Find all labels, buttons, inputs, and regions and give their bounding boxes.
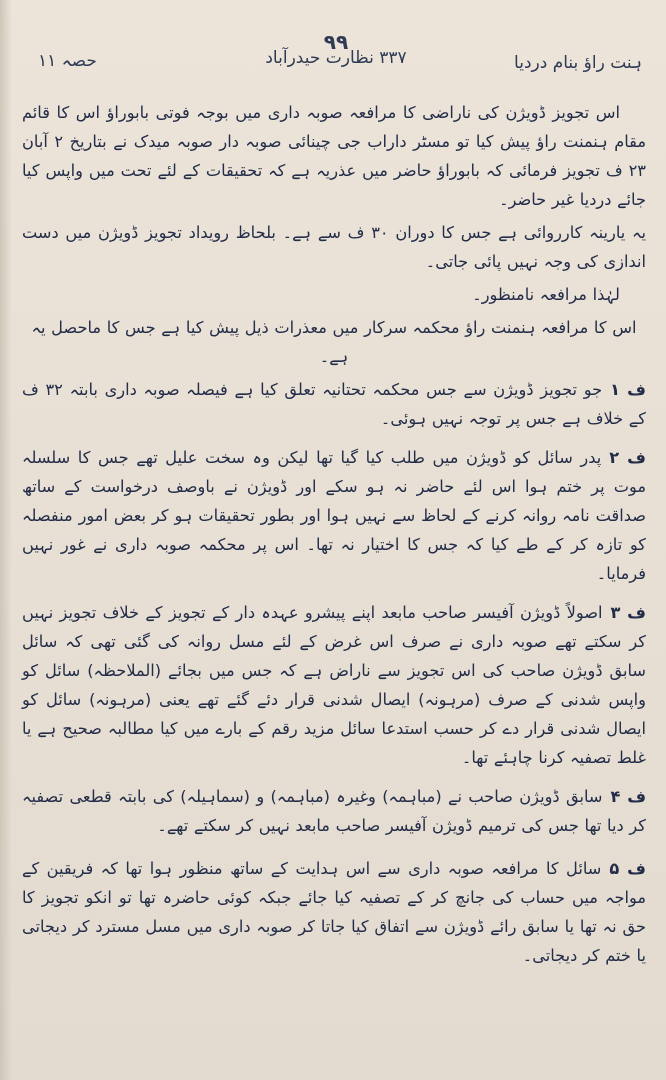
list-item-text: جو تجویز ڈویژن سے جس محکمہ تحتانیہ تعلق کیا ہے فیصلہ صوبہ داری بابتہ ۳۲ ف کے خلاف ہے جس پر توجہ نہیں ہوئی۔	[22, 380, 646, 428]
item-number: ف ۵	[609, 859, 646, 878]
item-number: ف ۴	[610, 787, 646, 806]
list-item-text: اصولاً ڈویژن آفیسر صاحب مابعد اپنے پیشرو عہدہ دار کے تجویز کے خلاف تجویز نہیں کر سکتے تھے صوبہ داری نے صرف اس غرض کے لئے مسل روانہ کی گئی تھی کہ سائل سابق ڈویژن صاحب کی اس تجویز سے ناراض ہے کہ جس میں بجائے (الملاحظہ) سائل کو واپس شدنی کے صرف (مرہونہ) ایصال شدنی قرار دئے گئے تھے یعنی (مرہونہ) سائل کو ایصال شدنی قرار دے کر حسب استدعا سائل مزید رقم کے بارے میں کیا مطالبہ صحیح ہے یا غلط تصفیہ کرنا چاہئے تھا۔	[22, 603, 646, 767]
paragraph-appeal-summary: اس کا مرافعہ ہنمنت راؤ محکمہ سرکار میں معذرات ذیل پیش کیا ہے جس کا ماحصل یہ ہے۔	[31, 318, 637, 366]
list-item	[22, 854, 646, 970]
document-body	[22, 98, 646, 970]
list-item	[22, 375, 646, 433]
file-reference: ۳۳۷ نظارت حیدرآباد	[265, 48, 407, 68]
list-item-text: پدر سائل کو ڈویژن میں طلب کیا گیا تھا لیکن وہ سخت علیل تھے جس کا سلسلہ موت پر ختم ہوا اس لئے حاضر نہ ہو سکے اور ڈویژن نے باوصف درخواست کے ساتھ صداقت نامہ روانہ کرنے کے لحاظ سے نہیں ہوا اور بطور تحقیقات ہو کر بعض امور منفصلہ کو تازہ کر کے طے کیا کہ جس کا اختیار نہ تھا۔ اس پر محکمہ صوبہ داری نے غور نہیں فرمایا۔	[22, 448, 646, 583]
page-number: ۹۹	[323, 30, 349, 54]
paragraph-verdict: لہٰذا مرافعہ نامنظور۔	[472, 285, 620, 304]
case-title: ہنت راؤ بنام دردیا	[514, 53, 642, 73]
paragraph-proceedings: یہ یارینہ کارروائی ہے جس کا دوران ۳۰ ف سے ہے۔ بلحاظ رویداد تجویز ڈویژن میں دست اندازی کی وجہ نہیں پائی جاتی۔	[22, 223, 646, 271]
item-number: ف ۲	[609, 448, 646, 467]
list-item	[22, 443, 646, 588]
page-header	[30, 30, 642, 80]
item-number: ف ۱	[610, 380, 646, 399]
list-item-text: سائل کا مرافعہ صوبہ داری سے اس ہدایت کے ساتھ منظور ہوا تھا کہ فریقین کے مواجہ میں حساب کی جانچ کر کے تصفیہ کیا جائے جبکہ کوئی حاضرہ تھا تو انکو تجویز کا حق نہ تھا یا سابق رائے ڈویژن سے اتفاق کیا جاتا کر صوبہ داری میں مسل مسترد کر دیجاتی یا ختم کر دیجاتی۔	[22, 859, 646, 965]
part-label: حصہ ۱۱	[38, 51, 97, 71]
list-item	[22, 782, 646, 840]
paragraph-intro: اس تجویز ڈویژن کی ناراضی کا مرافعہ صوبہ داری میں بوجہ فوتی بابوراؤ اس کا قائم مقام ہنمنت راؤ پیش کیا تو مسٹر داراب جی چینائی صوبہ دار صوبہ میدک نے بتاریخ ۲ آبان ۲۳ ف تجویز فرمائی کہ بابوراؤ حاضر میں عذریہ ہے کہ تحقیقات کے لئے تحت میں واپس کیا جائے دردیا غیر حاضر۔	[22, 103, 647, 209]
scan-edge-shadow	[0, 0, 12, 1080]
list-item-text: سابق ڈویژن صاحب نے (مباہمہ) وغیرہ (مباہمہ) و (سماہیلہ) کی بابتہ قطعی تصفیہ کر دیا تھا جس کی ترمیم ڈویژن آفیسر صاحب مابعد نہیں کر سکتے تھے۔	[22, 787, 646, 835]
item-number: ف ۳	[610, 603, 646, 622]
list-item	[22, 598, 646, 772]
